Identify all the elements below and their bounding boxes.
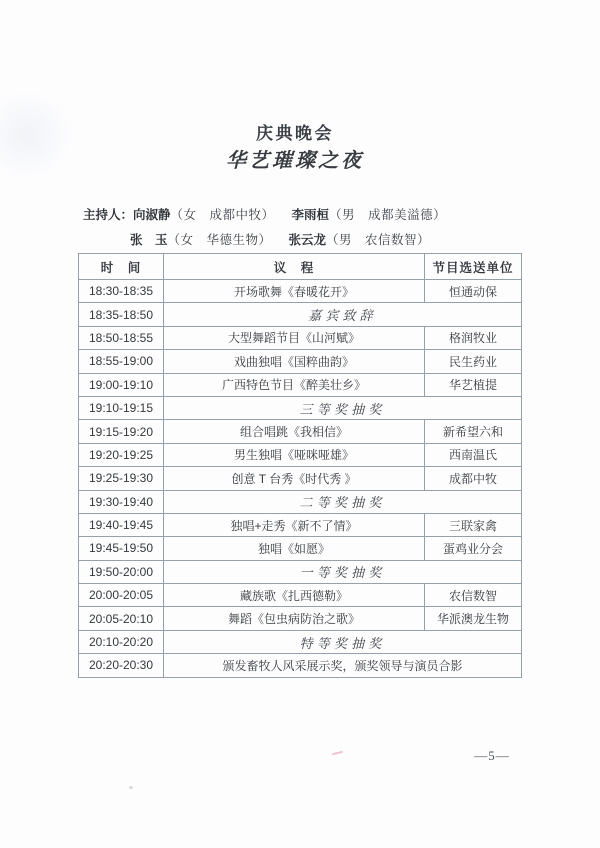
table-row [79, 467, 522, 490]
time-cell: 19:15-19:20 [79, 420, 164, 443]
unit-cell: 三联家禽 [425, 513, 522, 536]
host-info: （男 成都美溢德） [329, 208, 447, 222]
unit-cell: 格润牧业 [425, 326, 522, 349]
unit-cell: 西南温氏 [425, 443, 522, 466]
page-title: 庆典晚会 [256, 124, 334, 143]
time-cell: 18:30-18:35 [79, 280, 164, 303]
header-time: 时 间 [79, 254, 164, 280]
host-info: （女 华德生物） [167, 233, 272, 247]
program-cell: 男生独唱《哑咪哑雄》 [164, 443, 425, 466]
time-cell: 19:00-19:10 [79, 373, 164, 396]
time-cell: 20:05-20:10 [79, 607, 164, 630]
unit-cell: 华艺植提 [425, 373, 522, 396]
program-cell: 开场歌舞《春暖花开》 [164, 280, 425, 303]
unit-cell: 蛋鸡业分会 [425, 537, 522, 560]
time-cell: 19:10-19:15 [79, 396, 164, 419]
unit-cell: 成都中牧 [425, 467, 522, 490]
table-row [79, 584, 522, 607]
time-cell: 18:35-18:50 [79, 303, 164, 326]
time-cell: 20:00-20:05 [79, 584, 164, 607]
hosts-line-1 [83, 203, 446, 228]
time-cell: 19:40-19:45 [79, 513, 164, 536]
unit-cell: 农信数智 [425, 584, 522, 607]
header-unit: 节目选送单位 [425, 254, 522, 280]
table-row [79, 537, 522, 560]
program-cell-merged: 颁发畜牧人风采展示奖，颁奖领导与演员合影 [164, 654, 522, 677]
program-cell: 大型舞蹈节目《山河赋》 [164, 326, 425, 349]
program-table [78, 253, 522, 678]
scan-artifact [129, 786, 133, 789]
program-cell: 广西特色节目《醉美壮乡》 [164, 373, 425, 396]
host-name: 张云龙 [288, 233, 327, 247]
unit-cell: 民生药业 [425, 350, 522, 373]
program-cell: 独唱《如愿》 [164, 537, 425, 560]
table-row [79, 630, 522, 653]
page-subtitle: 华艺璀璨之夜 [226, 148, 364, 172]
table-row [79, 420, 522, 443]
time-cell: 19:20-19:25 [79, 443, 164, 466]
table-row [79, 350, 522, 373]
table-row [79, 607, 522, 630]
time-cell: 18:55-19:00 [79, 350, 164, 373]
program-cell: 独唱+走秀《新不了情》 [164, 513, 425, 536]
hosts-label: 主持人： [83, 208, 134, 222]
unit-cell: 新希望六和 [425, 420, 522, 443]
table-row [79, 490, 522, 513]
host-info: （男 农信数智） [326, 233, 431, 247]
time-cell: 19:30-19:40 [79, 490, 164, 513]
time-cell: 19:50-20:00 [79, 560, 164, 583]
table-row [79, 303, 522, 326]
program-cell: 组合唱跳《我相信》 [164, 420, 425, 443]
table-row [79, 513, 522, 536]
time-cell: 20:10-20:20 [79, 630, 164, 653]
hosts-block [83, 203, 446, 253]
table-row [79, 396, 522, 419]
table-row [79, 654, 522, 677]
unit-cell: 恒通动保 [425, 280, 522, 303]
unit-cell: 华派澳龙生物 [425, 607, 522, 630]
program-table-body [79, 280, 522, 678]
table-row [79, 443, 522, 466]
table-row [79, 280, 522, 303]
hosts-line-2 [83, 228, 446, 253]
time-cell: 18:50-18:55 [79, 326, 164, 349]
time-cell: 20:20-20:30 [79, 654, 164, 677]
table-header-row [79, 254, 522, 280]
page-number: —5— [474, 748, 510, 763]
table-row [79, 326, 522, 349]
table-row [79, 373, 522, 396]
program-cell-merged: 三等奖抽奖 [164, 396, 522, 419]
time-cell: 19:45-19:50 [79, 537, 164, 560]
program-cell: 舞蹈《包虫病防治之歌》 [164, 607, 425, 630]
host-name: 张 玉 [130, 233, 168, 247]
time-cell: 19:25-19:30 [79, 467, 164, 490]
host-info: （女 成都中牧） [170, 208, 275, 222]
program-cell-merged: 嘉宾致辞 [164, 303, 522, 326]
program-cell: 藏族歌《扎西德勒》 [164, 584, 425, 607]
host-name: 李雨桓 [291, 208, 330, 222]
table-row [79, 560, 522, 583]
scan-artifact [332, 751, 343, 756]
host-name: 向淑静 [133, 208, 171, 222]
program-cell: 戏曲独唱《国粹曲韵》 [164, 350, 425, 373]
program-cell-merged: 特等奖抽奖 [164, 630, 522, 653]
program-cell: 创意 T 台秀《时代秀 》 [164, 467, 425, 490]
header-program: 议 程 [164, 254, 425, 280]
program-cell-merged: 二等奖抽奖 [164, 490, 522, 513]
program-cell-merged: 一等奖抽奖 [164, 560, 522, 583]
